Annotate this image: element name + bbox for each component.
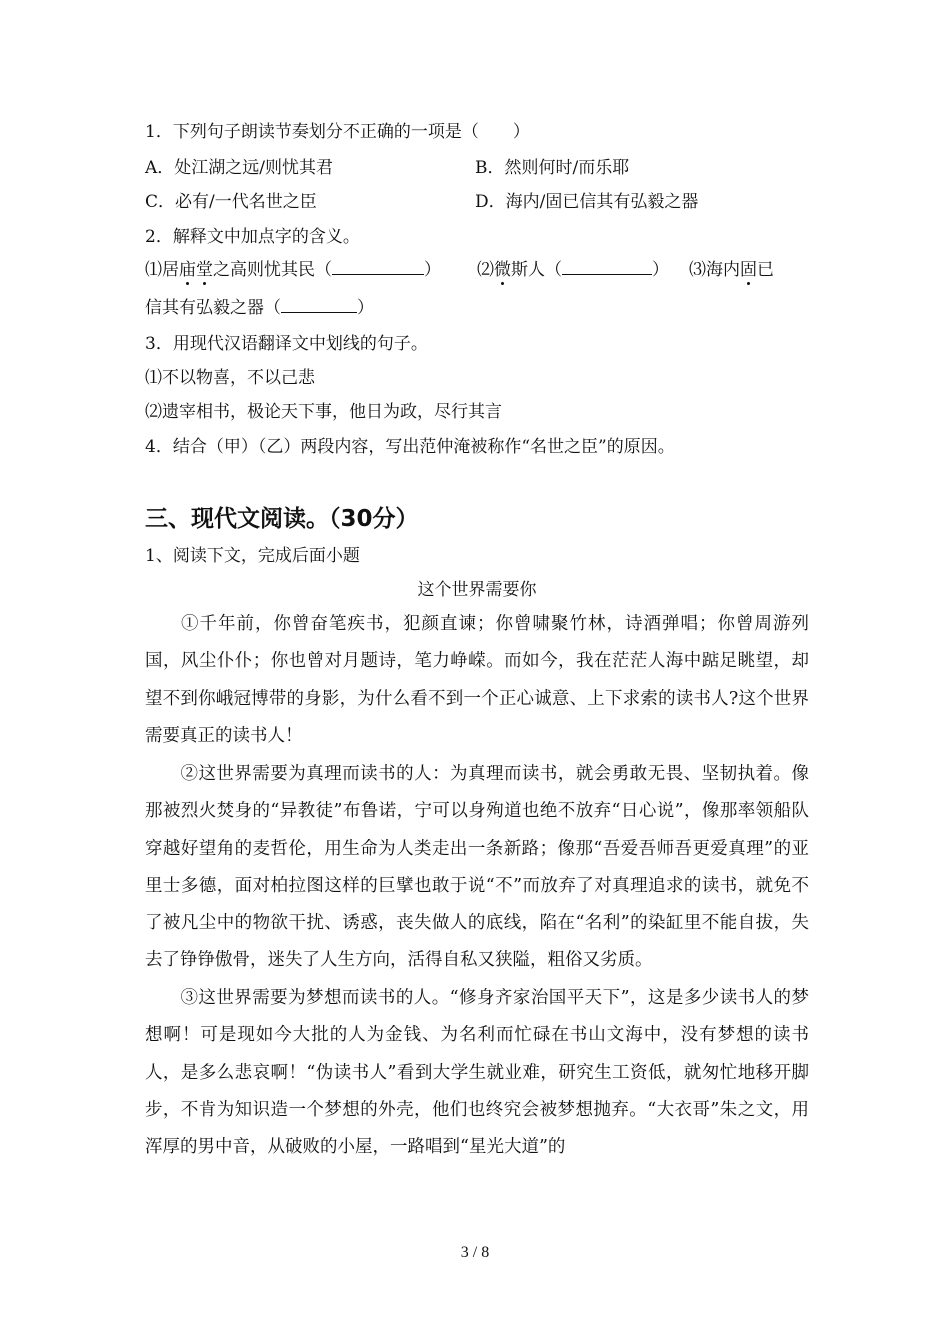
q2-item1-dotted-char-2: 堂 [196,260,213,280]
article-title: 这个世界需要你 [417,580,537,600]
question-1-stem: 1．下列句子朗读节奏划分不正确的一项是（ ） [145,122,530,142]
q2-item1-dotted-char-1: 庙 [179,260,196,280]
q2-item3-close: ） [357,298,374,318]
q2-item3-answer-blank[interactable] [281,297,357,313]
q2-item1-close: ） [424,260,441,280]
question-1-option-d: D．海内/固已信其有弘毅之器 [475,192,699,212]
q2-item1-before: ⑴居 [145,260,179,280]
paragraph-1-text: ①千年前，你曾奋笔疾书，犯颜直谏；你曾啸聚竹林，诗酒弹唱；你曾周游列国，风尘仆仆；你也曾对月题诗，笔力峥嵘。而如今，我在茫茫人海中踮足眺望，却望不到你峨冠博带的身影，为什么看不到一个正心诚意、上下求索的读书人?这个世界需要真正的读书人！ [145,614,809,746]
section-3-heading: 三、现代文阅读。（30分） [145,506,419,532]
q2-item1-answer-blank[interactable] [332,259,424,275]
question-1-option-c: C．必有/一代名世之臣 [145,192,317,212]
q2-item2-after: 斯人（ [511,260,562,280]
q2-item3-after: 已 [757,260,774,280]
question-2-stem: 2．解释文中加点字的含义。 [145,227,360,247]
q2-item3-line2: 信其有弘毅之器（ [145,298,281,318]
q2-item3-dotted-char: 固 [740,260,757,280]
q2-item2-dotted-char: 微 [494,260,511,280]
question-1-option-a: A．处江湖之远/则忧其君 [145,158,334,178]
paragraph-2-text: ②这世界需要为真理而读书的人：为真理而读书，就会勇敢无畏、坚韧执着。像那被烈火焚身的“异教徒”布鲁诺，宁可以身殉道也绝不放弃“日心说”，像那率领船队穿越好望角的麦哲伦，用生命为人类走出一条新路；像那“吾爱吾师吾更爱真理”的亚里士多德，面对柏拉图这样的巨擘也敢于说“不”而放弃了对真理追求的读书，就免不了被凡尘中的物欲干扰、诱惑，丧失做人的底线，陷在“名利”的染缸里不能自拔，失去了铮铮傲骨，迷失了人生方向，活得自私又狭隘，粗俗又劣质。 [145,764,809,971]
paragraph-3-text: ③这世界需要为梦想而读书的人。“修身齐家治国平天下”，这是多少读书人的梦想啊！可是现如今大批的人为金钱、为名利而忙碌在书山文海中，没有梦想的读书人，是多么悲哀啊！“伪读书人”看到大学生就业难，研究生工资低，就匆忙地移开脚步，不肯为知识造一个梦想的外壳，他们也终究会被梦想抛弃。“大衣哥”朱之文，用浑厚的男中音，从破败的小屋，一路唱到“星光大道”的 [145,988,809,1158]
reading-instruction: 1、阅读下文，完成后面小题 [145,546,360,566]
question-4-stem: 4．结合（甲）（乙）两段内容，写出范仲淹被称作“名世之臣”的原因。 [145,437,675,457]
page-number: 3 / 8 [460,1244,490,1261]
q2-item3-before: ⑶海内 [689,260,740,280]
article-paragraph-1 [145,606,809,755]
question-2-item3-continuation [145,297,374,319]
q2-item2-answer-blank[interactable] [562,259,652,275]
question-1-option-b: B．然则何时/而乐耶 [475,158,630,178]
question-2-items-row [145,259,774,281]
article-paragraph-3 [145,980,809,1166]
question-1-option-row-1 [145,157,333,179]
article-paragraph-2 [145,756,809,980]
q2-item2-close: ） [652,260,669,280]
question-3-sentence-1: ⑴不以物喜，不以己悲 [145,368,315,388]
question-3-sentence-2: ⑵遗宰相书，极论天下事，他日为政，尽行其言 [145,402,502,422]
q2-item1-after: 之高则忧其民（ [213,260,332,280]
question-3-stem: 3．用现代汉语翻译文中划线的句子。 [145,334,428,354]
q2-item2-before: ⑵ [477,260,494,280]
